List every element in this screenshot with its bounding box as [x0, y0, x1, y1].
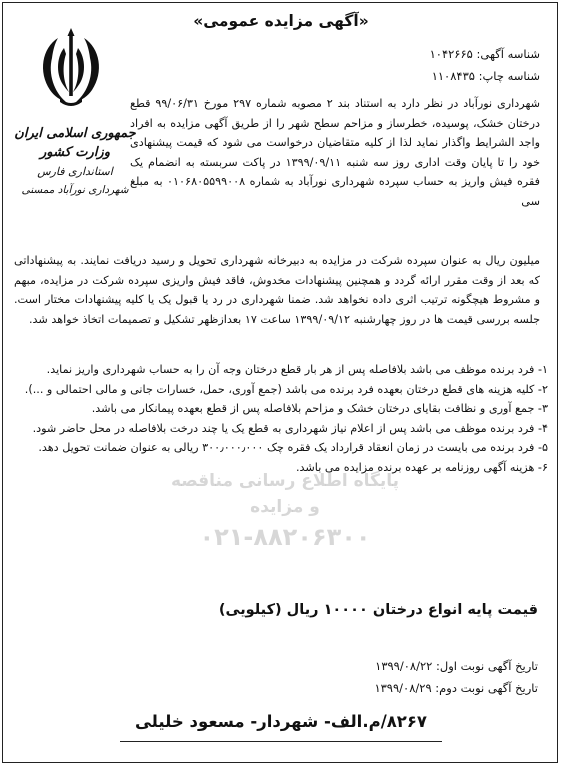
government-line-ministry: وزارت کشور [40, 145, 110, 160]
condition-item-5: ۵- فرد برنده می بایست در زمان انعقاد قرارداد یک فقره چک ۳۰۰٫۰۰۰٫۰۰۰ ریالی به عنوان ضمانت تحویل دهد. [38, 441, 548, 455]
government-line-country: جمهوری اسلامی ایران [14, 126, 136, 141]
conditions-list [14, 360, 548, 478]
condition-item-2: ۲- کلیه هزینه های قطع درختان بعهده فرد برنده می باشد (جمع آوری، حمل، خسارات جانی و مالی احتمالی و ...). [24, 382, 548, 396]
condition-item-1: ۱- فرد برنده موظف می باشد بلافاصله پس از هر بار قطع درختان وجه آن را به حساب شهرداری واریز نماید. [46, 363, 548, 376]
iran-emblem-icon [36, 28, 106, 110]
body-paragraph-2: میلیون ریال به عنوان سپرده شرکت در مزایده به دبیرخانه شهرداری تحویل و رسید دریافت نمایند. به پیشنهاداتی که بعد از وقت مقرر ارائه گردد و همچنین پیشنهادات مخدوش، فاقد فیش واریزی سپرده شرکت در مزایده، مبهم و مشروط هیچگونه ترتیب اثری داده نخواهد شد. ضمنا شهرداری در رد یا قبول یک یا کلیه پیشنهادات مختار است. جلسه بررسی قیمت ها در روز چهارشنبه ۱۳۹۹/۰۹/۱۲ ساعت ۱۷ بعدازظهر تشکیل و تصمیمات اتخاذ خواهد شد. [14, 254, 540, 326]
notice-title: «آگهی مزایده عمومی» [193, 12, 369, 30]
condition-item-3: ۳- جمع آوری و نظافت بقایای درختان خشک و مزاحم بلافاصله پس از قطع بعهده پیمانکار می باشد. [91, 402, 548, 416]
notice-id: شناسه آگهی: ۱۰۴۲۶۶۵ [429, 47, 540, 61]
second-publication-date: تاریخ آگهی نوبت دوم: ۱۳۹۹/۰۸/۲۹ [374, 681, 538, 695]
watermark-line-1: پایگاه اطلاع رسانی مناقصه و مزایده [170, 471, 400, 517]
first-publication-date: تاریخ آگهی نوبت اول: ۱۳۹۹/۰۸/۲۲ [375, 659, 538, 673]
publication-dates [374, 655, 538, 699]
print-id: شناسه چاپ: ۱۱۰۸۴۳۵ [431, 69, 540, 83]
watermark-line-2: ۰۲۱-۸۸۲۰۶۳۰۰ [199, 523, 371, 551]
government-line-province: استانداری فارس [37, 165, 113, 178]
condition-item-4: ۴- فرد برنده موظف می باشد پس از اعلام نیاز شهرداری به قطع یک یا چند درخت بلافاصله در محل حاضر شود. [32, 421, 548, 435]
base-price: قیمت پایه انواع درختان ۱۰۰۰۰ ریال (کیلویی) [218, 602, 538, 618]
government-line-municipality: شهرداری نورآباد ممسنی [21, 184, 129, 196]
government-heading [6, 124, 144, 200]
bottom-divider [120, 741, 442, 742]
condition-item-6: ۶- هزینه آگهی روزنامه بر عهده برنده مزایده می باشد. [295, 460, 548, 474]
body-paragraph-1: شهرداری نورآباد در نظر دارد به استناد بند ۲ مصوبه شماره ۲۹۷ مورخ ۹۹/۰۶/۳۱ قطع درختان خشک، پوسیده، خطرساز و مزاحم سطح شهر را از طریق آگهی مزایده به افراد واجد الشرایط واگذار نماید لذا از کلیه متقاضیان درخواست می شود که قیمت پیشنهادی خود را تا پایان وقت اداری روز سه شنبه ۱۳۹۹/۰۹/۱۱ در پاکت سربسته به انضمام یک فقره فیش واریز به حساب سپرده شهرداری نورآباد به شماره ۰۱۰۶۸۰۵۵۹۹۰۰۸ به مبلغ سی [130, 97, 540, 208]
signature-line: ۸۲۶۷/م.الف- شهردار- مسعود خلیلی [134, 712, 428, 731]
